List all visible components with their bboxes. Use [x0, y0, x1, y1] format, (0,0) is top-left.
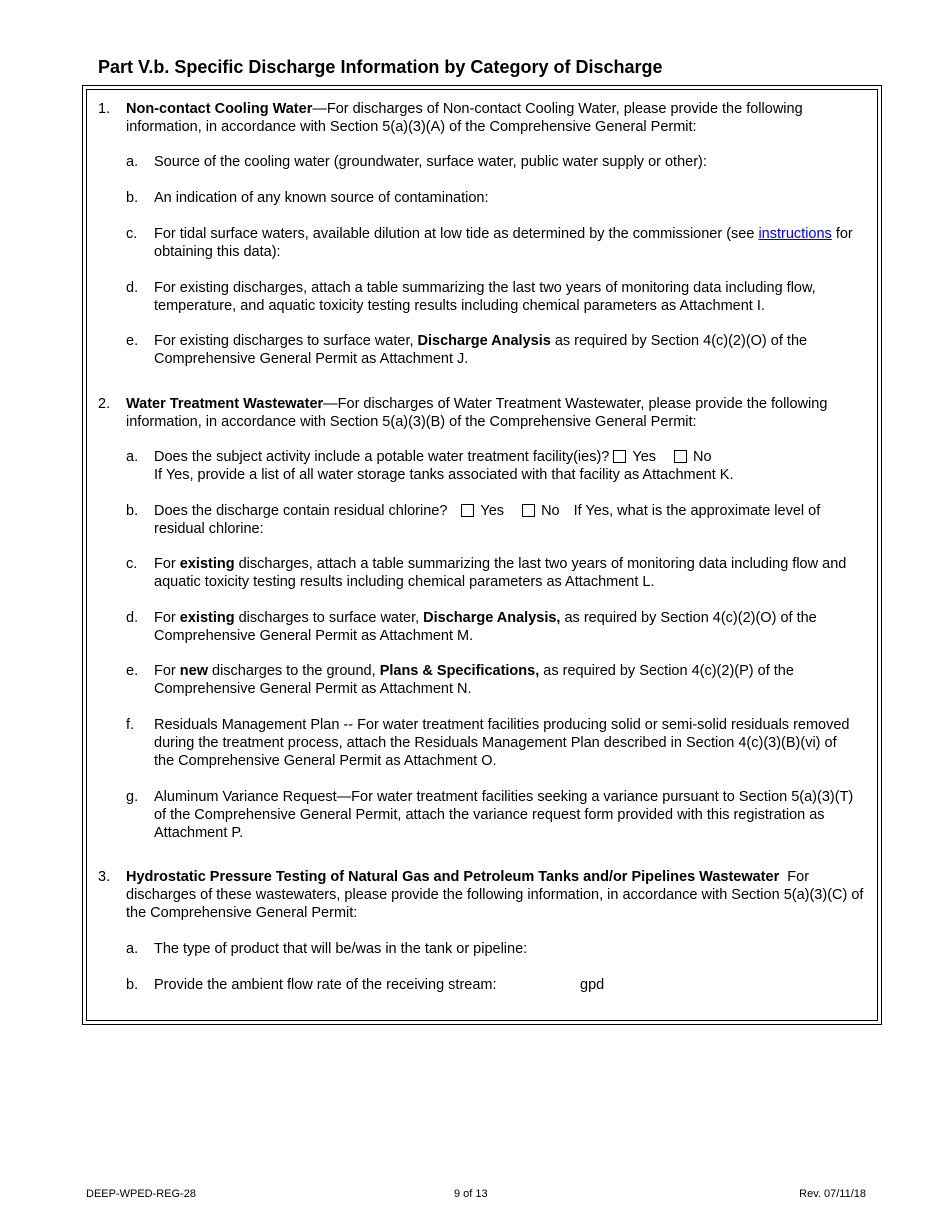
item-3a-text: The type of product that will be/was in the tank or pipeline:	[154, 941, 528, 957]
section-1-intro: —For discharges of Non-contact Cooling Water, please provide the following information, in accordance with Section 5(a)(3)(A) of the Comprehensive General Permit:	[126, 101, 803, 135]
item-2b-no-checkbox[interactable]	[522, 504, 535, 517]
item-2b-text	[154, 502, 866, 538]
item-2a-letter: a.	[126, 449, 139, 465]
item-3a-letter: a.	[126, 941, 139, 957]
section-1-heading: Non-contact Cooling Water	[126, 101, 313, 117]
item-2d-t3: as required by Section 4(c)(2)(O) of the Comprehensive General Permit as Attachment M.	[154, 610, 817, 644]
item-1c-text-post: for obtaining this data):	[154, 226, 853, 260]
item-1c-text	[154, 225, 854, 261]
item-2f-letter: f.	[126, 717, 135, 733]
item-2c-b1: existing	[179, 556, 235, 572]
item-2g-letter: g.	[126, 789, 139, 805]
item-2a-no-label: No	[693, 449, 712, 465]
item-2d-t1: For	[154, 610, 180, 626]
item-2d-b2: Discharge Analysis,	[423, 610, 561, 626]
item-2b-yes-label: Yes	[480, 503, 505, 519]
item-2e-b1: new	[179, 663, 208, 679]
section-3-number: 3.	[98, 869, 111, 885]
item-2g-text: Aluminum Variance Request—For water treatment facilities seeking a variance pursuant to Section 5(a)(3)(T) of the Comprehensive General Permit, attach the variance request form provided with this registration as Attachment P.	[154, 789, 854, 841]
item-1b-letter: b.	[126, 190, 139, 206]
item-2a-yes-checkbox[interactable]	[613, 450, 626, 463]
item-2a-question: Does the subject activity include a potable water treatment facility(ies)?	[154, 449, 610, 465]
item-2e-b2: Plans & Specifications,	[379, 663, 540, 679]
item-1b-text: An indication of any known source of contamination:	[154, 190, 489, 206]
item-2d-letter: d.	[126, 610, 139, 626]
item-2c-letter: c.	[126, 556, 138, 572]
item-2e-t2: discharges to the ground,	[207, 663, 380, 679]
item-2b-followup: If Yes, what is the approximate level of residual chlorine:	[154, 503, 821, 537]
item-1d-letter: d.	[126, 280, 139, 296]
item-1e-t2: as required by Section 4(c)(2)(O) of the Comprehensive General Permit as Attachment J.	[154, 333, 808, 367]
item-1a-text: Source of the cooling water (groundwater, surface water, public water supply or other):	[154, 154, 707, 170]
item-2e-t3: as required by Section 4(c)(2)(P) of the Comprehensive General Permit as Attachment N.	[154, 663, 794, 697]
item-2a-text	[154, 448, 866, 484]
item-1e-t1: For existing discharges to surface water,	[154, 333, 418, 349]
item-1d-text: For existing discharges, attach a table summarizing the last two years of monitoring data including flow, temperature, and aquatic toxicity testing results including chemical parameters as Attachment I.	[154, 280, 816, 314]
footer-revision: Rev. 07/11/18	[799, 1188, 866, 1200]
item-1c-letter: c.	[126, 226, 138, 242]
item-3b-unit: gpd	[580, 977, 605, 993]
item-2d-b1: existing	[179, 610, 235, 626]
section-2-number: 2.	[98, 396, 111, 412]
section-3-heading: Hydrostatic Pressure Testing of Natural Gas and Petroleum Tanks and/or Pipelines Wastewater	[126, 869, 780, 885]
footer-page-number: 9 of 13	[454, 1188, 488, 1200]
section-1-number: 1.	[98, 101, 111, 117]
item-2b-question: Does the discharge contain residual chlorine?	[154, 503, 448, 519]
section-1-heading-block	[126, 100, 861, 136]
item-1c-text-pre: For tidal surface waters, available dilution at low tide as determined by the commissioner (see	[154, 226, 759, 242]
section-3-heading-block	[126, 868, 866, 922]
item-2e-text	[154, 662, 866, 698]
item-2a-question-row	[154, 448, 866, 466]
item-2d-text	[154, 609, 869, 645]
instructions-link[interactable]: instructions	[758, 226, 832, 242]
section-2-intro: —For discharges of Water Treatment Wastewater, please provide the following information, in accordance with Section 5(a)(3)(B) of the Comprehensive General Permit:	[126, 396, 828, 430]
section-3-intro: For discharges of these wastewaters, please provide the following information, in accordance with Section 5(a)(3)(C) of the Comprehensive General Permit:	[126, 869, 868, 921]
item-1e-letter: e.	[126, 333, 139, 349]
item-2b-letter: b.	[126, 503, 139, 519]
item-2c-t2: discharges, attach a table summarizing the last two years of monitoring data including flow and aquatic toxicity testing results including chemical parameters as Attachment L.	[154, 556, 847, 590]
item-2f-text: Residuals Management Plan -- For water treatment facilities producing solid or semi-solid residuals removed during the treatment process, attach the Residuals Management Plan described in Section 4(c)(3)(B)(vi) of the Comprehensive General Permit as Attachment O.	[154, 717, 850, 769]
item-3b-letter: b.	[126, 977, 139, 993]
item-2a-followup: If Yes, provide a list of all water storage tanks associated with that facility as Attachment K.	[154, 467, 734, 483]
item-2a-no-checkbox[interactable]	[674, 450, 687, 463]
section-2-heading: Water Treatment Wastewater	[126, 396, 324, 412]
item-2e-t1: For	[154, 663, 180, 679]
item-2e-letter: e.	[126, 663, 139, 679]
item-2b-no-label: No	[541, 503, 560, 519]
item-2d-t2: discharges to surface water,	[234, 610, 424, 626]
item-1a-letter: a.	[126, 154, 139, 170]
item-2c-t1: For	[154, 556, 180, 572]
page-title: Part V.b. Specific Discharge Information by Category of Discharge	[98, 57, 663, 77]
item-2a-yes-label: Yes	[632, 449, 657, 465]
footer-form-id: DEEP-WPED-REG-28	[86, 1188, 197, 1200]
section-2-heading-block	[126, 395, 851, 431]
item-1e-text	[154, 332, 866, 368]
item-2c-text	[154, 555, 869, 591]
item-2b-yes-checkbox[interactable]	[461, 504, 474, 517]
item-1e-b1: Discharge Analysis	[417, 333, 551, 349]
item-3b-text: Provide the ambient flow rate of the receiving stream:	[154, 977, 497, 993]
